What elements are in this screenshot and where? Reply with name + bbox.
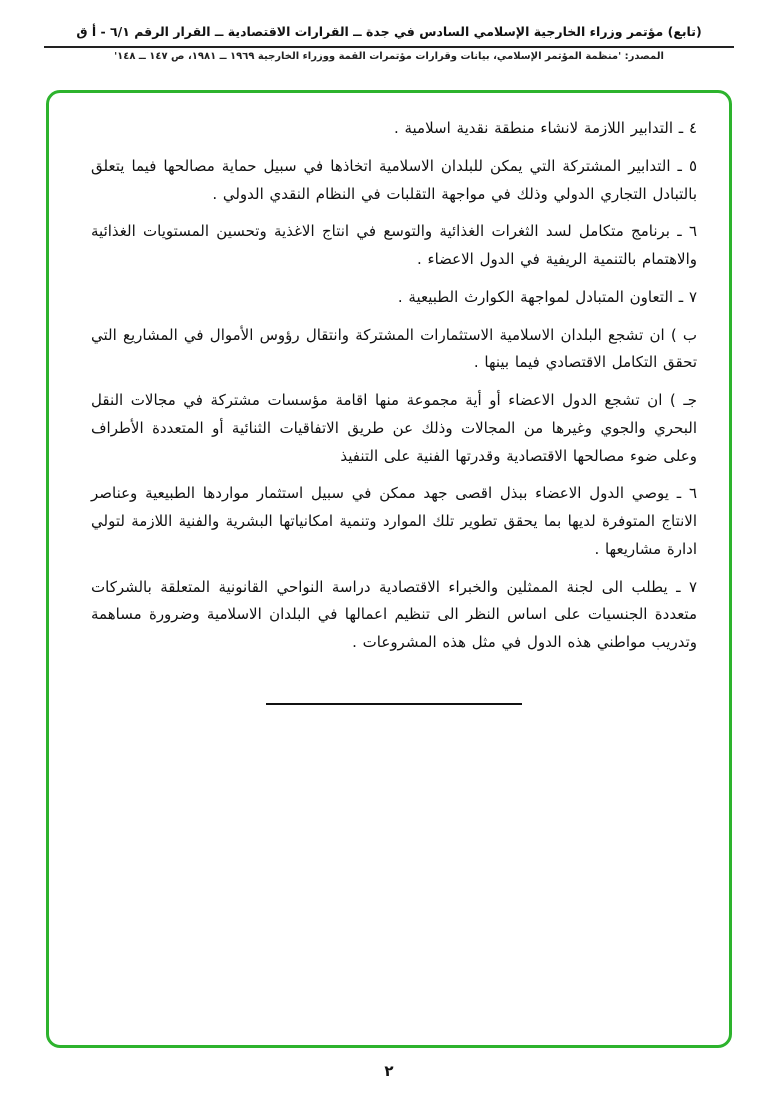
paragraph-item-jeem: جـ ) ان تشجع الدول الاعضاء أو أية مجموعة منها اقامة مؤسسات مشتركة في مجالات النقل البحري والجوي وغيرها من المجالات وذلك عن طريق الاتفاقيات الثنائية أو المتعددة الأطراف وعلى ضوء مصالحها الاقتصادية وقدرتها الفنية على التنفيذ [91, 391, 697, 465]
paragraph-item-7: ٧ ـ التعاون المتبادل لمواجهة الكوارث الطبيعية . [397, 287, 697, 306]
header-divider [44, 46, 734, 48]
page-number: ٢ [384, 1062, 394, 1080]
paragraph-item-5: ٥ ـ التدابير المشتركة التي يمكن للبلدان الاسلامية اتخاذها في سبيل حماية مصالحها فيما يتعلق بالتبادل التجاري الدولي وذلك في مواجهة التقلبات في النظام النقدي الدولي . [91, 156, 697, 203]
paragraph-item-4: ٤ ـ التدابير اللازمة لانشاء منطقة نقدية اسلامية . [393, 119, 697, 137]
paragraph-request-7: ٧ ـ يطلب الى لجنة الممثلين والخبراء الاقتصادية دراسة النواحي القانونية المتعلقة بالشركات متعددة الجنسيات على اساس النظر الى تنظيم اعمالها في البلدان الاسلامية وضرورة مساهمة وتدريب مواطني هذه الدول في مثل هذه المشروعات . [91, 577, 697, 651]
document-source-citation: المصدر: 'منظمة المؤتمر الإسلامي، بيانات وقرارات مؤتمرات القمة ووزراء الخارجية ١٩٦٩ ــ ١٩٨١، ص ١٤٧ ــ ١٤٨' [114, 51, 664, 62]
document-frame [46, 90, 732, 1048]
paragraph-recommendation-6: ٦ ـ يوصي الدول الاعضاء ببذل اقصى جهد ممكن في سبيل استثمار مواردها الطبيعية وعناصر الانتاج المتوفرة لديها بما يحقق تطوير تلك الموارد وتنمية امكانياتها البشرية والفنية اللازمة لتولي ادارة مشاريعها . [91, 484, 697, 558]
document-header-title: (تابع) مؤتمر وزراء الخارجية الإسلامي السادس في جدة ــ القرارات الاقتصادية ــ القرار الرقم ٦/١ - أ ق [76, 24, 702, 39]
paragraph-item-6: ٦ ـ برنامج متكامل لسد الثغرات الغذائية والتوسع في انتاج الاغذية وتحسين المستويات الغذائية والاهتمام بالتنمية الريفية في الدول الاعضاء . [91, 222, 697, 268]
paragraph-item-b: ب ) ان تشجع البلدان الاسلامية الاستثمارات المشتركة وانتقال رؤوس الأموال في المشاريع التي تحقق التكامل الاقتصادي فيما بينها . [91, 325, 697, 372]
section-end-divider [266, 703, 522, 705]
